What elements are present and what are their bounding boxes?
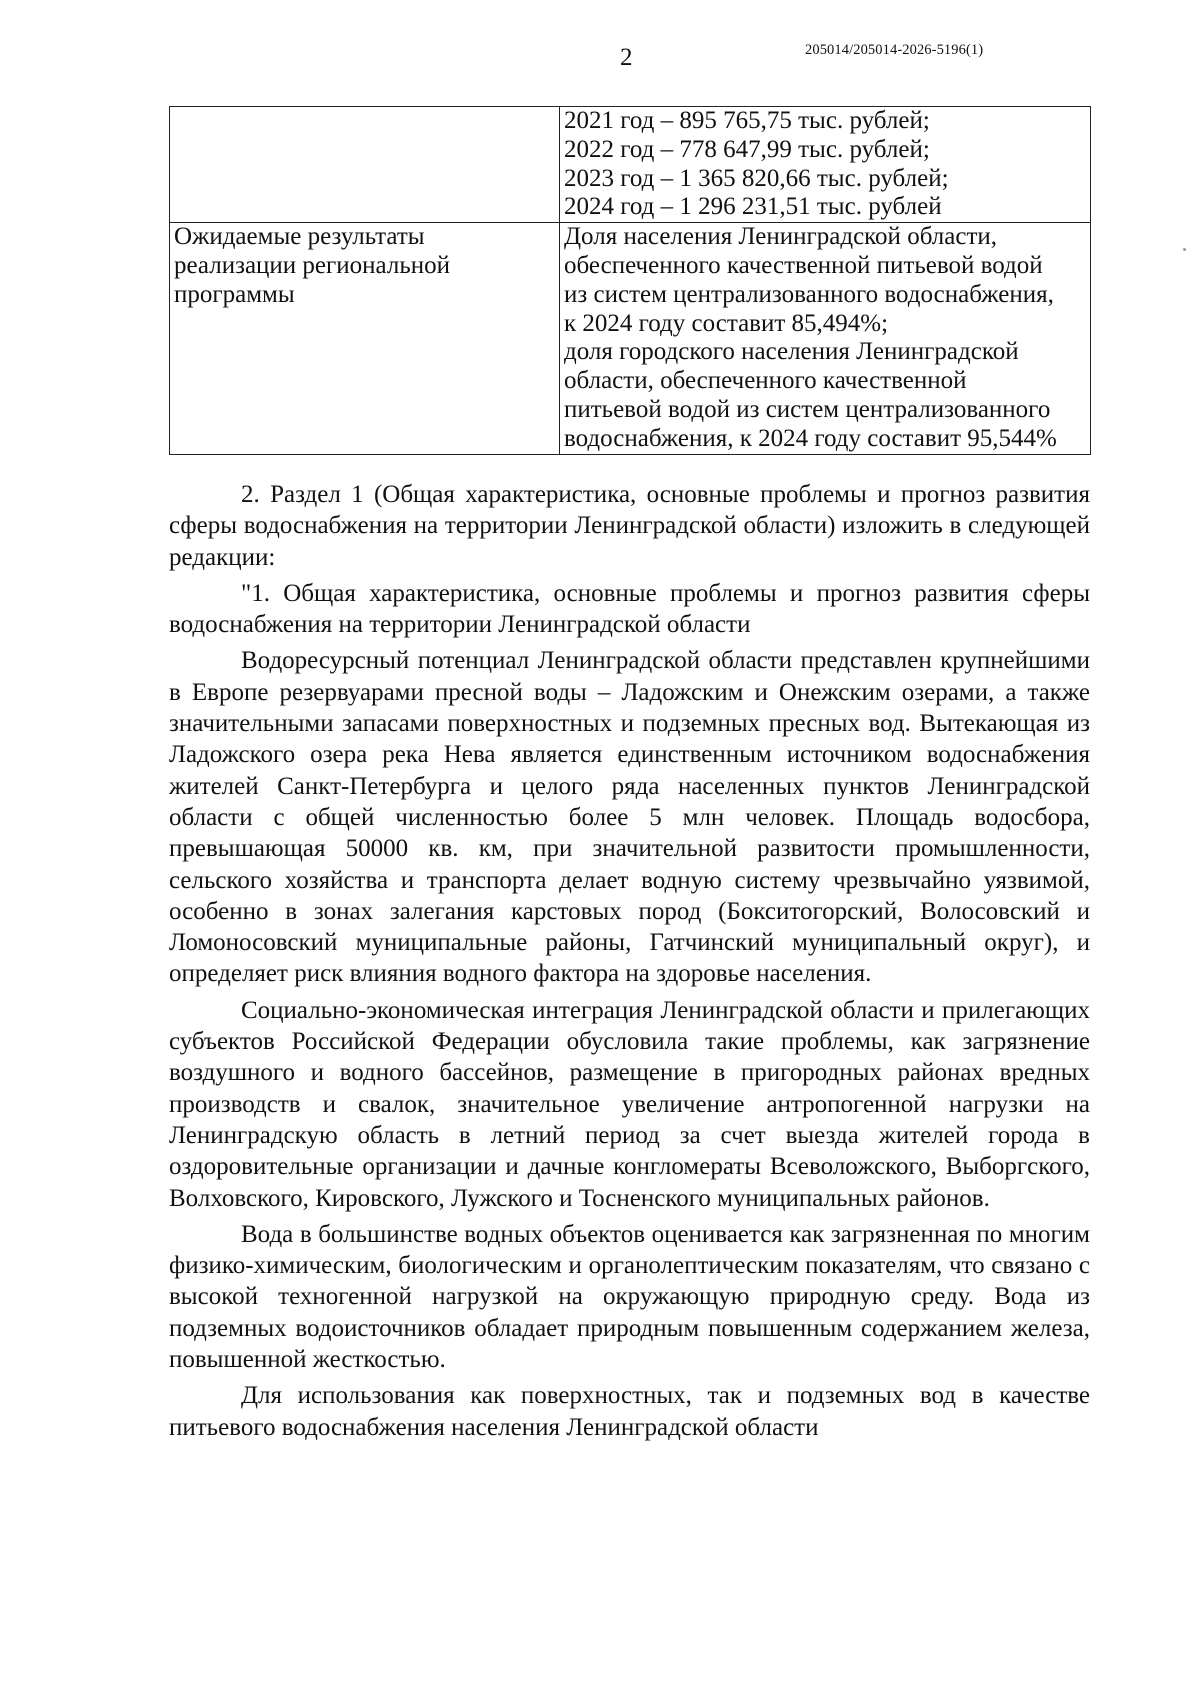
result-line: из систем централизованного водоснабжения, [564,280,1054,308]
paragraph: Социально-экономическая интеграция Ленинградской области и прилегающих субъектов Российской Федерации обусловила такие проблемы, как загрязнение воздушного и водного бассейнов, размещение в пригородных районах вредных производств и свалок, значительное увеличение антропогенной нагрузки на Ленинградскую область в летний период за счет выезда жителей города в оздоровительные организации и дачные конгломераты Всеволожского, Выборгского, Волховского, Кировского, Лужского и Тосненского муниципальных районов. [169,996,1090,1212]
label-line: программы [174,280,295,308]
table-row [170,223,1091,454]
scan-speck [1183,248,1186,251]
table-cell-label [170,223,560,454]
result-line: Доля населения Ленинградской области, [564,223,998,251]
section-heading: "1. Общая характеристика, основные проблемы и прогноз развития сферы водоснабжения на территории Ленинградской области [169,579,1090,639]
table-cell-funding [560,107,1091,223]
result-line: доля городского населения Ленинградской [564,338,1019,366]
funding-line: 2024 год – 1 296 231,51 тыс. рублей [564,193,942,221]
table-cell-results [560,223,1091,454]
paragraph: Водоресурсный потенциал Ленинградской области представлен крупнейшими в Европе резервуарами пресной воды – Ладожским и Онежским озерами, а также значительными запасами поверхностных и подземных пресных вод. Вытекающая из Ладожского озера река Нева является единственным источником водоснабжения жителей Санкт-Петербурга и целого ряда населенных пунктов Ленинградской области с общей численностью более 5 млн человек. Площадь водосбора, превышающая 50000 кв. км, при значительной развитости промышленности, сельского хозяйства и транспорта делает водную систему чрезвычайно уязвимой, особенно в зонах залегания карстовых пород (Бокситогорский, Волосовский и Ломоносовский муниципальные районы, Гатчинский муниципальный округ), и определяет риск влияния водного фактора на здоровье населения. [169,647,1090,988]
funding-line: 2023 год – 1 365 820,66 тыс. рублей; [564,164,949,192]
result-line: водоснабжения, к 2024 году составит 95,544% [564,424,1057,452]
paragraph: Вода в большинстве водных объектов оценивается как загрязненная по многим физико-химическим, биологическим и органолептическим показателям, что связано с высокой техногенной нагрузкой на окружающую природную среду. Вода из подземных водоисточников обладает природным повышенным содержанием железа, повышенной жесткостью. [169,1220,1090,1374]
page-number: 2 [620,44,633,71]
result-line: к 2024 году составит 85,494%; [564,309,889,337]
label-line: Ожидаемые результаты [174,223,425,251]
table-row [170,107,1091,223]
program-passport-table [169,106,1091,455]
result-line: области, обеспеченного качественной [564,367,967,395]
table-cell-label [170,107,560,223]
funding-line: 2021 год – 895 765,75 тыс. рублей; [564,107,930,134]
label-line: реализации региональной [174,251,450,279]
paragraph: Для использования как поверхностных, так и подземных вод в качестве питьевого водоснабжения населения Ленинградской области [169,1382,1090,1441]
paragraph: 2. Раздел 1 (Общая характеристика, основные проблемы и прогноз развития сферы водоснабжения на территории Ленинградской области) изложить в следующей редакции: [169,481,1090,571]
document-id: 205014/205014-2026-5196(1) [805,42,984,58]
result-line: обеспеченного качественной питьевой водой [564,251,1043,279]
funding-line: 2022 год – 778 647,99 тыс. рублей; [564,135,930,163]
result-line: питьевой водой из систем централизованного [564,395,1051,423]
amendment-section [169,479,1090,1443]
